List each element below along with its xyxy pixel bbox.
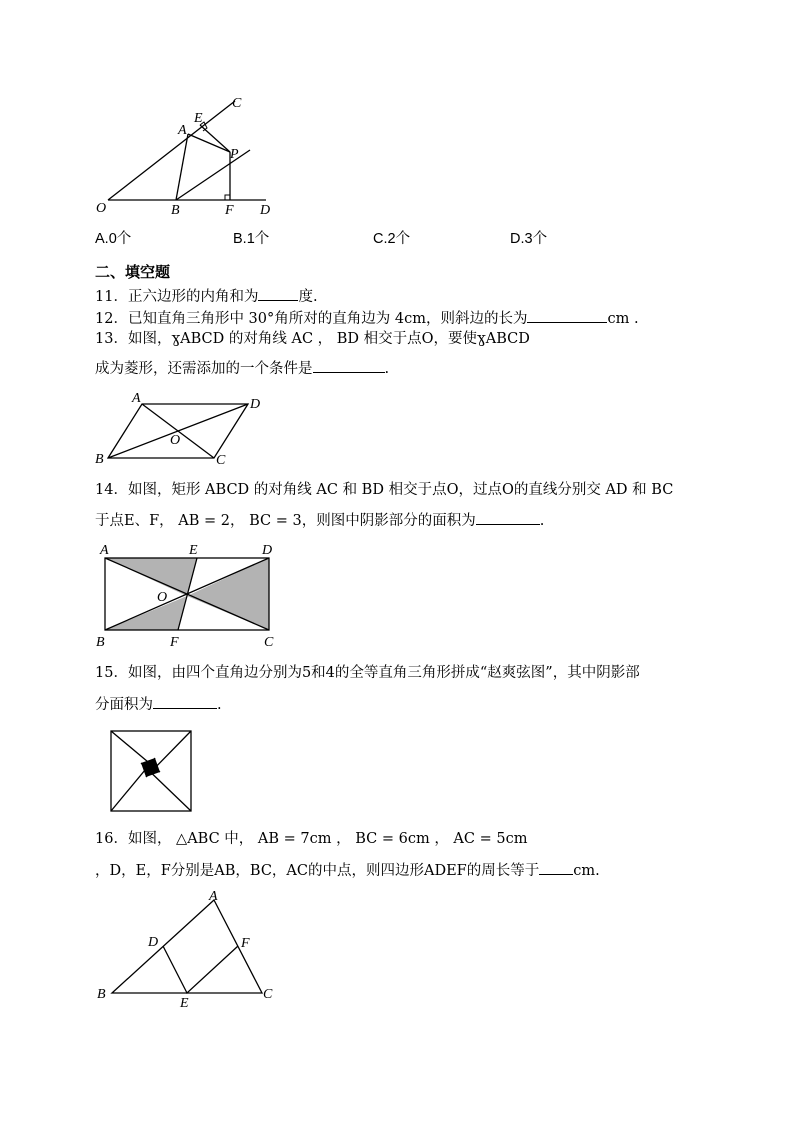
figure-q13 — [92, 390, 272, 468]
section-title: 二、填空题 — [95, 263, 171, 281]
fig16-label-e: E — [180, 996, 189, 1011]
q13-suffix: . — [384, 361, 390, 377]
fig14-label-o: O — [157, 590, 168, 605]
figure-q10 — [90, 92, 290, 224]
q12-text: 12．已知直角三角形中 30°角所对的直角边为 4cm，则斜边的长为 — [95, 311, 528, 327]
fig16-label-c: C — [263, 987, 273, 1002]
q11-answer-blank[interactable] — [258, 286, 298, 301]
q13-line2: 成为菱形，还需添加的一个条件是 — [95, 361, 313, 377]
q10-option-d: D.3个 — [510, 231, 548, 247]
q10-option-b: B.1个 — [233, 231, 270, 247]
question-13-line2 — [95, 358, 389, 379]
fig13-label-a: A — [132, 391, 141, 406]
q16-line2: ，D，E，F分别是AB，BC，AC的中点，则四边形ADEF的周长等于 — [95, 863, 540, 879]
q15-answer-blank[interactable] — [153, 694, 217, 709]
fig14-label-f: F — [170, 635, 179, 650]
figure-q14 — [92, 540, 282, 652]
q10-option-a: A.0个 — [95, 231, 132, 247]
fig14-label-c: C — [264, 635, 274, 650]
q16-suffix: cm. — [573, 863, 600, 879]
question-15-line2 — [95, 694, 222, 715]
q15-line2: 分面积为 — [95, 697, 153, 713]
q16-line1: 16．如图， △ABC 中， AB = 7cm ， BC = 6cm ， AC = 5cm — [95, 831, 528, 847]
q12-answer-blank[interactable] — [527, 308, 607, 323]
q16-answer-blank[interactable] — [539, 860, 573, 875]
q14-line2: 于点E、F， AB = 2， BC = 3，则图中阴影部分的面积为 — [95, 513, 476, 529]
question-16-line2 — [95, 860, 600, 881]
fig16-label-b: B — [97, 987, 106, 1002]
fig10-label-c: C — [232, 96, 242, 111]
fig14-label-e: E — [189, 543, 198, 558]
figure-q16 — [92, 888, 282, 1012]
q12-suffix: cm . — [607, 311, 639, 327]
fig13-label-d: D — [250, 397, 261, 412]
q11-text: 11．正六边形的内角和为 — [95, 289, 259, 305]
q10-option-c: C.2个 — [373, 231, 411, 247]
fig14-label-b: B — [96, 635, 105, 650]
question-12 — [95, 308, 639, 329]
fig16-label-d: D — [148, 935, 159, 950]
q13-line1: 13．如图，ɣABCD 的对角线 AC ， BD 相交于点O，要使ɣABCD — [95, 331, 530, 347]
fig10-label-f: F — [225, 203, 234, 218]
q15-line1: 15．如图，由四个直角边分别为5和4的全等直角三角形拼成“赵爽弦图”，其中阴影部 — [95, 665, 640, 681]
fig10-label-b: B — [171, 203, 180, 218]
q14-line1: 14．如图，矩形 ABCD 的对角线 AC 和 BD 相交于点O，过点O的直线分别交 AD 和 BC — [95, 482, 674, 498]
question-11 — [95, 286, 318, 307]
q14-suffix: . — [539, 513, 545, 529]
fig16-label-a: A — [209, 889, 218, 904]
fig10-label-e: E — [194, 111, 203, 126]
fig10-label-p: P — [230, 147, 239, 162]
q11-suffix: 度. — [298, 289, 318, 305]
fig13-label-b: B — [95, 452, 104, 467]
fig10-label-d: D — [260, 203, 271, 218]
figure-q15 — [108, 728, 196, 814]
fig10-label-a: A — [178, 123, 187, 138]
q14-answer-blank[interactable] — [476, 510, 540, 525]
fig13-label-o: O — [170, 433, 181, 448]
fig16-label-f: F — [241, 936, 250, 951]
fig13-label-c: C — [216, 453, 226, 468]
q15-suffix: . — [217, 697, 222, 713]
fig10-label-o: O — [96, 201, 107, 216]
fig14-label-a: A — [100, 543, 109, 558]
fig14-label-d: D — [262, 543, 273, 558]
q13-answer-blank[interactable] — [313, 358, 385, 373]
question-14-line2 — [95, 510, 544, 531]
